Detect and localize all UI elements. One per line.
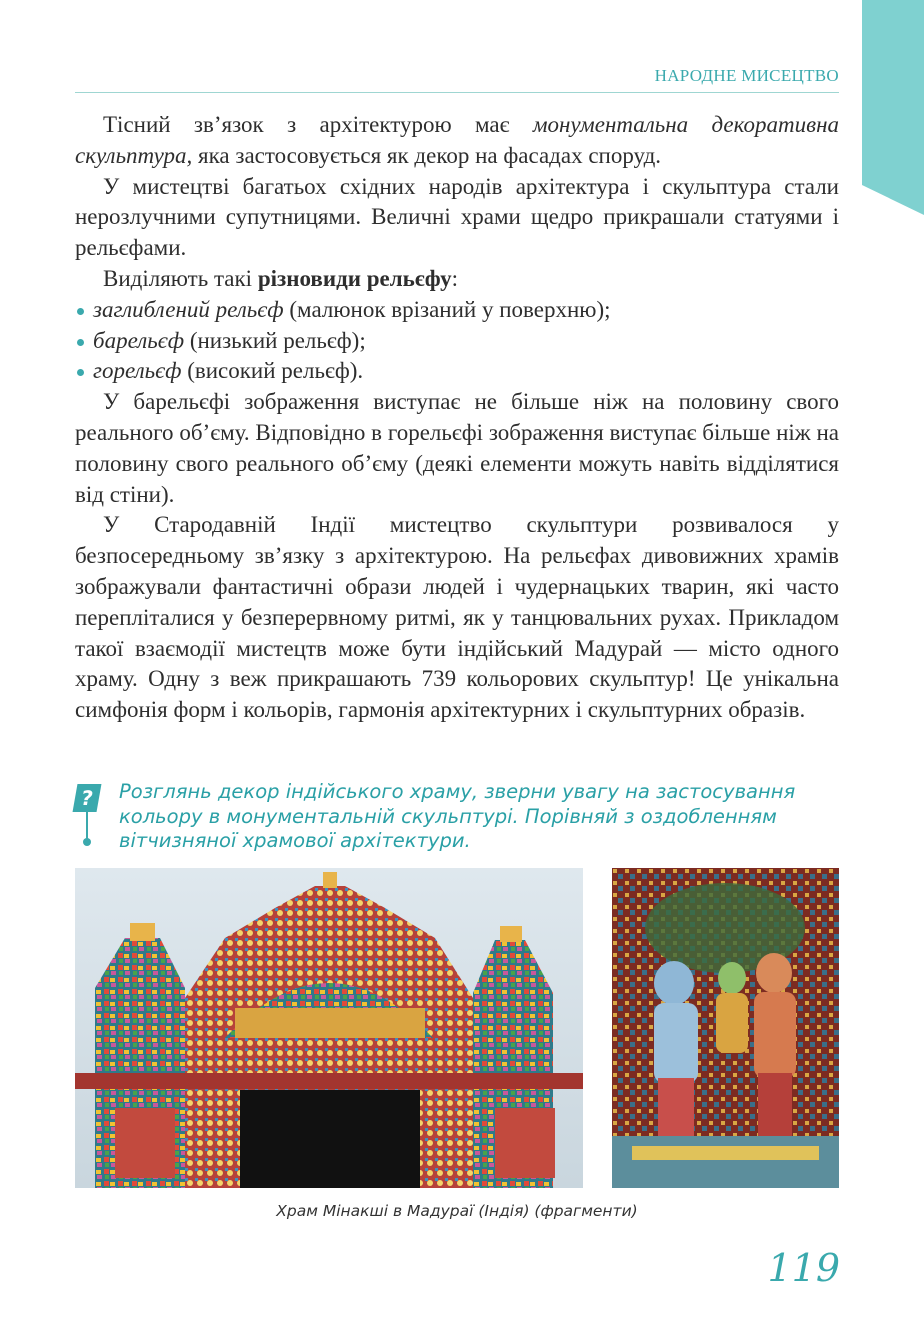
paragraph-1 xyxy=(75,110,839,172)
photo-caption: Храм Мінакші в Мадураї (Індія) (фрагменти) xyxy=(276,1202,638,1220)
list-item-desc: (низький рельєф); xyxy=(184,327,366,353)
header-title: НАРОДНЕ МИСЕЦТВО xyxy=(654,66,839,85)
body-text xyxy=(75,110,839,726)
page-number: 119 xyxy=(767,1246,840,1290)
paragraph-3-text: Виділяють такі xyxy=(103,265,258,291)
sculpture-detail-photo xyxy=(612,868,839,1188)
list-item-term: заглиблений рельєф xyxy=(93,296,284,322)
list-item xyxy=(75,295,839,326)
bullet-icon xyxy=(77,308,84,315)
paragraph-3-colon: : xyxy=(451,265,458,291)
bullet-icon xyxy=(77,339,84,346)
running-header xyxy=(75,64,839,93)
paragraph-3-bold: різновиди рельєфу xyxy=(257,265,452,291)
relief-list xyxy=(75,295,839,387)
paragraph-1-text-end: яка застосовується як декор на фасадах споруд. xyxy=(192,142,662,168)
question-line-dot xyxy=(83,838,91,846)
paragraph-2: У мистецтві багатьох східних народів архітектура і скульптура стали нерозлучними супутницями. Величні храми щедро прикрашали статуями і рельєфами. xyxy=(75,173,839,261)
question-text: Розглянь декор індійського храму, зверни увагу на застосування кольору в монументальній скульптурі. Порівняй з оздобленням вітчизняної храмової архітектури. xyxy=(119,780,796,852)
paragraph-5: У Стародавній Індії мистецтво скульптури розвивалося у безпосередньому зв’язку з архітектурою. На рельєфах дивовижних храмів зображували фантастичні образи людей і чудернацьких тварин, які часто перепліталися у безперервному ритмі, як у танцювальних рухах. Прикладом такої взаємодії мистецтв може бути індійський Мадурай — місто одного храму. Одну з веж прикрашають 739 кольорових скульптур! Це унікальна симфонія форм і кольорів, гармонія архітектурних і скульптурних образів. xyxy=(75,512,839,723)
paragraph-3 xyxy=(75,264,839,295)
temple-gateway-photo xyxy=(75,868,583,1188)
paragraph-1-italic: монументальна декоративна скульптура, xyxy=(75,112,839,168)
paragraph-1-text: Тісний зв’язок з архітектурою має xyxy=(103,112,533,137)
chapter-tab-tail xyxy=(862,185,924,215)
list-item xyxy=(75,356,839,387)
bullet-icon xyxy=(77,369,84,376)
chapter-tab xyxy=(862,0,924,185)
list-item-term: горельєф xyxy=(93,358,182,384)
list-item-term: барельєф xyxy=(93,327,185,353)
list-item-desc: (малюнок врізаний у поверхню); xyxy=(283,296,611,322)
question-line xyxy=(86,812,88,840)
list-item xyxy=(75,326,839,357)
question-icon: ? xyxy=(73,784,102,812)
list-item-desc: (високий рельєф). xyxy=(181,358,364,384)
question-box xyxy=(75,780,839,852)
paragraph-4: У барельєфі зображення виступає не більше ніж на половину свого реального об’єму. Відповідно в горельєфі зображення виступає більше ніж на половину свого реального об’єму (деякі елементи можуть навіть відділятися від стіни). xyxy=(75,389,839,507)
